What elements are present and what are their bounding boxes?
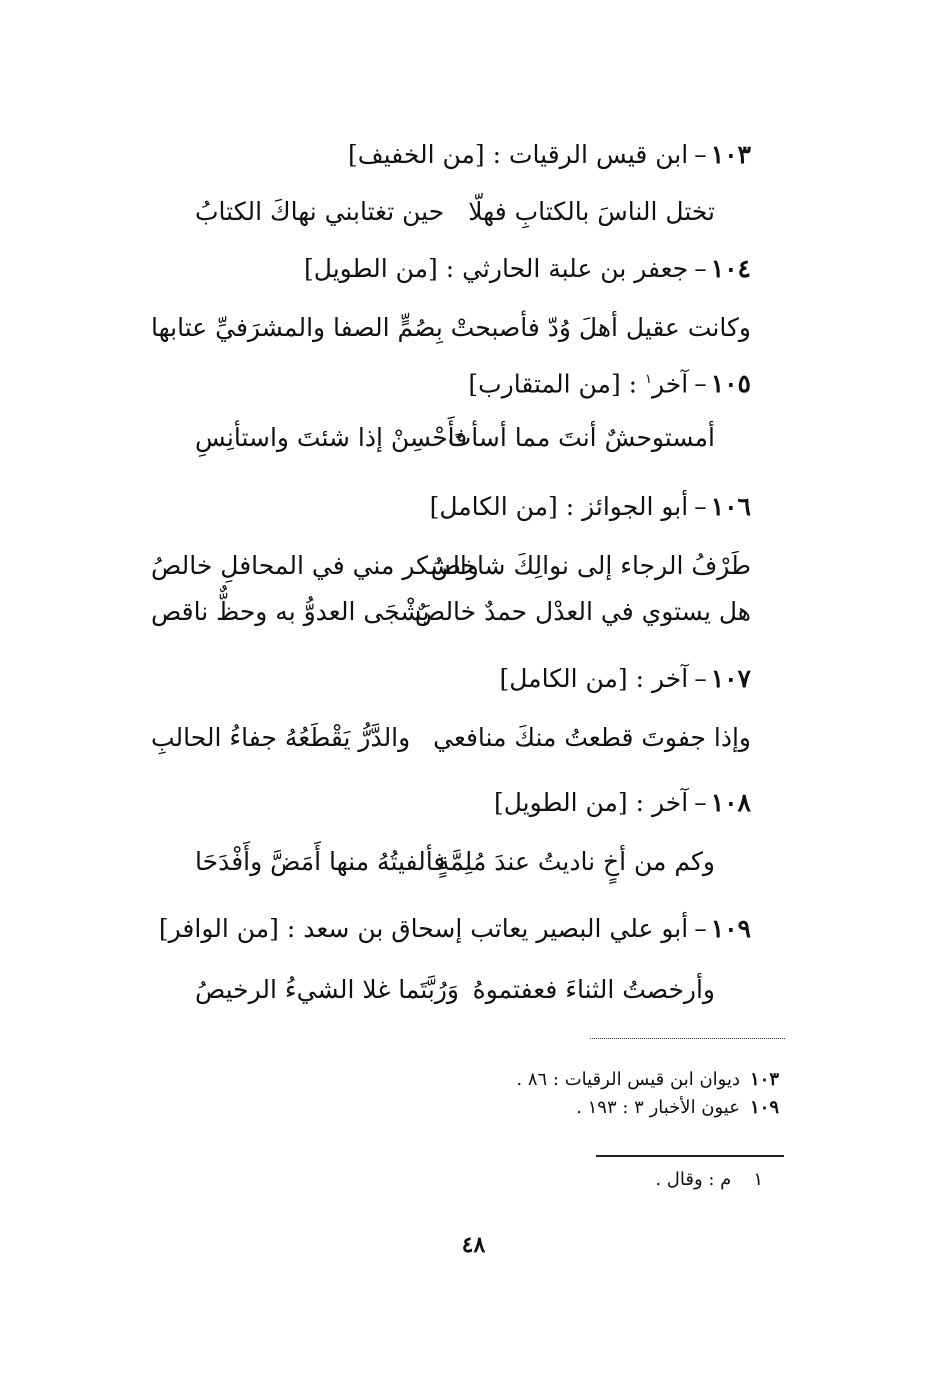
entry-dash: – [694, 369, 707, 399]
verse-first-hemistich: وكم من أخٍ ناديتُ عندَ مُلِمَّةٍ [436, 847, 715, 876]
entry-heading-106 [430, 490, 751, 524]
verse-second-hemistich: بِصُمٍّ الصفا والمشرَفيِّ عتابها [151, 313, 443, 342]
entry-dash: – [694, 140, 707, 169]
verse-second-hemistich: فأَحْسِنْ إذا شئتَ واستأنِسِ [195, 423, 468, 452]
entry-dash: – [694, 914, 707, 943]
entry-dash: – [694, 254, 707, 283]
entry-dash: – [694, 788, 707, 817]
verse-second-hemistich: حين تغتابني نهاكَ الكتابُ [195, 197, 445, 226]
entry-title: آخر [652, 369, 689, 399]
entry-number: ١٠٤ [710, 254, 751, 283]
verse-first-hemistich: أمستوحشٌ أنتَ مما أسأتَ [447, 423, 715, 452]
verse-first-hemistich: هل يستوي في العدْل حمدٌ خالصٌ [414, 597, 751, 626]
source-note-text: ديوان ابن قيس الرقيات : ٨٦ . [516, 1069, 740, 1090]
footnote-number: ١ [753, 1169, 763, 1190]
verse-106-2 [151, 592, 751, 632]
entry-title: ابن قيس الرقيات : [من الخفيف] [348, 140, 689, 169]
verse-103-1 [195, 192, 715, 232]
entry-dash: – [694, 492, 707, 521]
entry-number: ١٠٥ [710, 369, 751, 399]
verse-105-1 [195, 418, 715, 458]
entry-dash: – [694, 664, 707, 693]
dotted-divider [590, 1038, 785, 1039]
source-note-103 [516, 1068, 779, 1092]
verse-first-hemistich: وكانت عقيل أهلَ وُدّ فأصبحتْ [450, 313, 751, 342]
source-note-number: ١٠٩ [749, 1097, 779, 1118]
entry-title: آخر : [من الكامل] [499, 664, 689, 693]
verse-second-hemistich: والدَّرُّ يَقْطَعُهُ جفاءُ الحالبِ [151, 723, 411, 752]
verse-107-1 [151, 718, 751, 758]
verse-first-hemistich: طَرْفُ الرجاء إلى نوالِكَ شاخصُ [430, 551, 751, 580]
verse-second-hemistich: وَرُبَّتَما غلا الشيءُ الرخيصُ [195, 975, 459, 1004]
verse-second-hemistich: فألفيتُهُ منها أَمَضَّ وأَفْدَحَا [195, 847, 446, 876]
entry-heading-109 [159, 912, 751, 946]
verse-104-1 [151, 308, 751, 348]
entry-number: ١٠٣ [710, 140, 751, 169]
footnote-rule [596, 1155, 784, 1157]
entry-title: آخر : [من الطويل] [493, 788, 689, 817]
footnote-text: م : وقال . [655, 1169, 732, 1190]
verse-second-hemistich: يَشْجَى العدوُّ به وحظٌّ ناقص [151, 597, 430, 626]
entry-title: جعفر بن علبة الحارثي : [من الطويل] [304, 254, 689, 283]
entry-heading-108 [494, 786, 751, 820]
entry-number: ١٠٩ [710, 914, 751, 943]
footnote-marker: ١ [645, 372, 652, 387]
entry-heading-105 [468, 363, 751, 401]
entry-title-meter: : [من المتقارب] [468, 369, 646, 399]
entry-number: ١٠٧ [710, 664, 751, 693]
entry-heading-104 [304, 252, 751, 286]
page-number: ٤٨ [461, 1232, 486, 1258]
source-note-109 [576, 1096, 779, 1120]
verse-first-hemistich: وإذا جفوتَ قطعتُ منكَ منافعي [433, 723, 751, 752]
entry-number: ١٠٦ [710, 492, 751, 521]
footnote [655, 1168, 763, 1192]
source-note-number: ١٠٣ [749, 1069, 779, 1090]
verse-second-hemistich: والشكر مني في المحافلِ خالصُ [151, 551, 479, 580]
entry-title: أبو الجوائز : [من الكامل] [429, 492, 689, 521]
verse-first-hemistich: تختل الناسَ بالكتابِ فهلّا [468, 197, 715, 226]
entry-heading-107 [500, 662, 752, 696]
verse-106-1 [151, 546, 751, 586]
verse-109-1 [195, 970, 715, 1010]
entry-title: أبو علي البصير يعاتب إسحاق بن سعد : [من الوافر] [158, 914, 689, 943]
verse-108-1 [195, 842, 715, 882]
entry-heading-103 [348, 138, 751, 172]
verse-first-hemistich: وأرخصتُ الثناءَ فعفتموهُ [472, 975, 715, 1004]
entry-number: ١٠٨ [710, 788, 751, 817]
source-note-text: عيون الأخبار ٣ : ١٩٣ . [576, 1097, 740, 1118]
